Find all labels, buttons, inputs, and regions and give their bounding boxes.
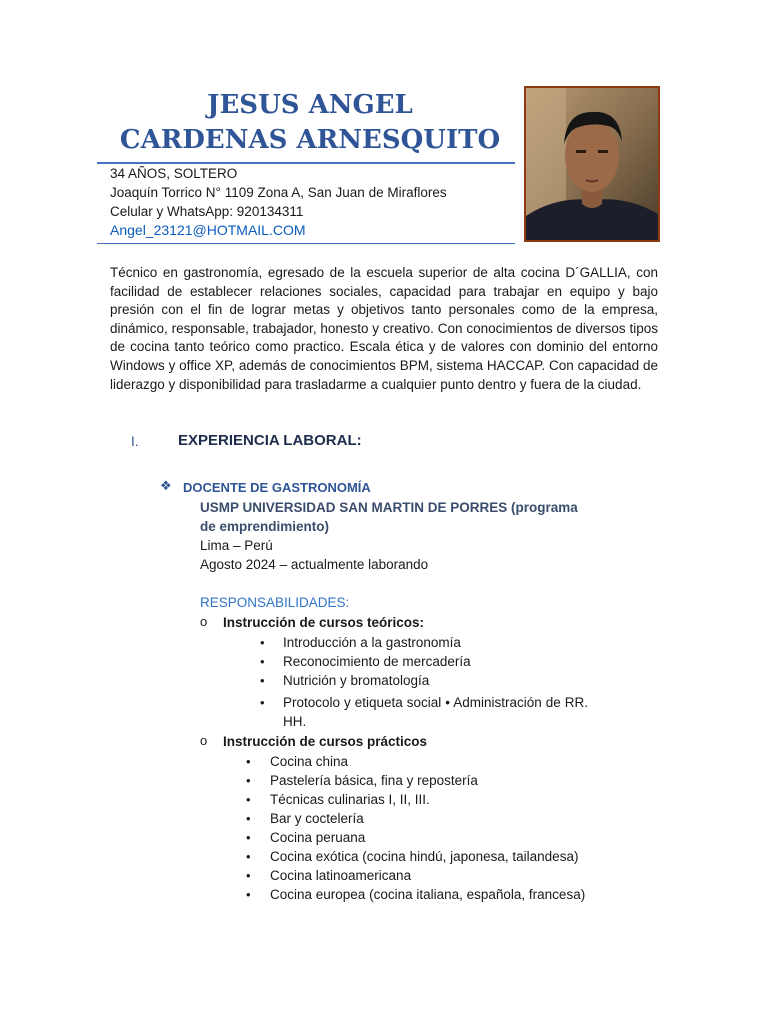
address: Joaquín Torrico N° 1109 Zona A, San Juan de Miraflores [110,185,447,200]
bullet-icon: • [246,849,251,864]
contact-divider [97,243,515,244]
bullet-icon: • [260,695,265,710]
bullet-icon: • [260,635,265,650]
bullet-icon: • [246,830,251,845]
practice-item: Cocina europea (cocina italiana, española, francesa) [270,887,586,902]
section-title: EXPERIENCIA LABORAL: [178,432,362,449]
sub-bullet-icon: o [200,614,208,629]
theory-item: Introducción a la gastronomía [283,635,461,650]
practice-item: Cocina peruana [270,830,366,845]
name-first-line: JESUS ANGEL [207,90,413,120]
portrait-image [526,88,658,240]
theory-item: Reconocimiento de mercadería [283,654,471,669]
email-link[interactable]: Angel_23121@HOTMAIL.COM [110,222,306,238]
practice-item: Bar y coctelería [270,811,364,826]
name-last-line: CARDENAS ARNESQUITO [119,125,501,155]
section-number: I. [131,434,139,449]
bullet-icon: • [246,887,251,902]
practice-item: Cocina china [270,754,349,769]
bullet-icon: • [246,868,251,883]
profile-photo [524,86,660,242]
theory-item: Protocolo y etiqueta social • Administración de RR. HH. [283,695,588,729]
job-title: DOCENTE DE GASTRONOMÍA [183,480,371,495]
practice-heading: Instrucción de cursos prácticos [223,734,428,749]
theory-heading: Instrucción de cursos teóricos: [223,615,425,630]
professional-summary: Técnico en gastronomía, egresado de la escuela superior de alta cocina D´GALLIA, con facilidad de establecer relaciones sociales, capacidad para trabajar en equipo y bajo presión con el fin de lograr metas y objetivos tanto personales como de la empresa, dinámico, responsable, trabajador, honesto y creativo. Con conocimientos de diversos tipos de cocina tanto teórico como practico. Escala ética y de valores con dominio del entorno Windows y office XP, además de conocimientos BPM, sistema HACCAP. Con capacidad de liderazgo y disponibilidad para trasladarme a cualquier punto dentro y fuera de la ciudad. [110,265,658,392]
practice-item: Pastelería básica, fina y repostería [270,773,478,788]
practice-item: Cocina exótica (cocina hindú, japonesa, tailandesa) [270,849,579,864]
bullet-icon: • [246,754,251,769]
practice-item: Técnicas culinarias I, II, III. [270,792,430,807]
bullet-icon: • [246,773,251,788]
bullet-icon: • [260,654,265,669]
job-organization: USMP UNIVERSIDAD SAN MARTIN DE PORRES (programa de emprendimiento) [200,500,578,534]
job-location: Lima – Perú [200,538,273,553]
bullet-icon: • [260,673,265,688]
sub-bullet-icon: o [200,733,208,748]
phone: Celular y WhatsApp: 920134311 [110,204,304,219]
bullet-icon: • [246,792,251,807]
theory-item: Nutrición y bromatología [283,673,430,688]
bullet-icon: • [246,811,251,826]
practice-item: Cocina latinoamericana [270,868,412,883]
job-period: Agosto 2024 – actualmente laborando [200,557,429,572]
age-status: 34 AÑOS, SOLTERO [110,166,238,181]
responsibilities-label: RESPONSABILIDADES: [200,595,350,610]
diamond-bullet-icon: ❖ [160,478,172,493]
